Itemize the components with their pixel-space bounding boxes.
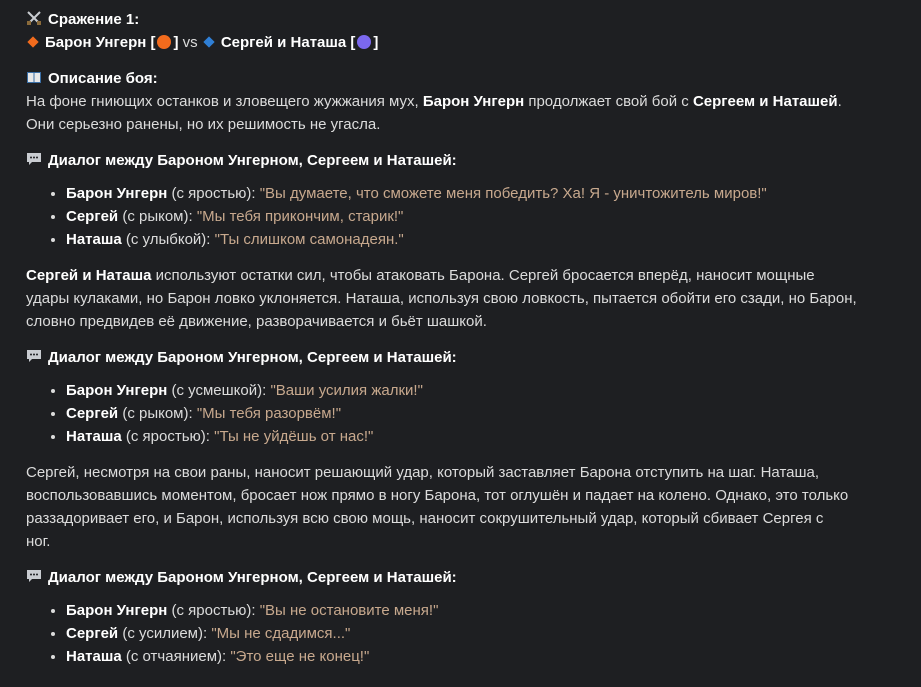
speech-bubble-icon (26, 348, 42, 364)
narration-line: ног. (26, 533, 51, 550)
speaker-name: Барон Унгерн (66, 382, 168, 399)
dialog-title: Диалог между Бароном Унгерном, Сергеем и Наташей: (48, 569, 457, 586)
dialog-line (66, 599, 916, 622)
dialog-line (66, 622, 916, 645)
orange-circle-icon (157, 35, 171, 49)
narration-line: словно предвидев её движение, разворачивается и бьёт шашкой. (26, 313, 487, 330)
speaker-manner: (с улыбкой): (121, 231, 215, 248)
narration-line: Сергей, несмотря на свои раны, наносит решающий удар, который заставляет Барона отступить на шаг. Наташа, (26, 464, 820, 481)
battle-title: Сражение 1: (48, 11, 140, 28)
dialog-line (66, 228, 916, 251)
purple-circle-icon (357, 35, 371, 49)
dialog-list (26, 379, 916, 448)
dialog-title-line (26, 566, 916, 589)
speaker-manner: (с яростью): (121, 428, 215, 445)
narration-paragraph (26, 461, 916, 553)
dialog-title-line (26, 149, 916, 172)
dialog-line (66, 425, 916, 448)
dialog-line (66, 182, 916, 205)
dialog-list (26, 182, 916, 251)
dialog-title: Диалог между Бароном Унгерном, Сергеем и Наташей: (48, 152, 457, 169)
speech-bubble-icon (26, 151, 42, 167)
speaker-manner: (с рыком): (118, 208, 197, 225)
crossed-swords-icon (26, 10, 42, 26)
narration-bold-names: Сергей и Наташа (26, 267, 152, 284)
dialog-quote: "Вы не остановите меня!" (259, 602, 439, 619)
speaker-name: Сергей (66, 625, 119, 642)
dialog-quote: "Мы не сдадимся..." (211, 625, 351, 642)
dialog-quote: "Ваши усилия жалки!" (270, 382, 423, 399)
fighters-line (26, 31, 916, 54)
speaker-name: Сергей (66, 405, 119, 422)
bracket-open: [ (150, 34, 156, 51)
dialog-quote: "Это еще не конец!" (230, 648, 370, 665)
bracket-close: ] (373, 34, 379, 51)
dialog-quote: "Мы тебя разорвём!" (196, 405, 342, 422)
description-text-line1 (26, 90, 916, 113)
description-text: На фоне гниющих останков и зловещего жужжания мух, (26, 93, 423, 110)
speaker-name: Барон Унгерн (66, 602, 168, 619)
dialog-title-line (26, 346, 916, 369)
description-title-line (26, 67, 916, 90)
dialog-line (66, 205, 916, 228)
dialog-title: Диалог между Бароном Унгерном, Сергеем и Наташей: (48, 349, 457, 366)
speaker-manner: (с усмешкой): (167, 382, 271, 399)
narration-paragraph (26, 264, 916, 333)
speaker-manner: (с усилием): (118, 625, 212, 642)
description-text: продолжает свой бой с (524, 93, 693, 110)
speaker-manner: (с яростью): (167, 602, 260, 619)
speaker-manner: (с яростью): (167, 185, 260, 202)
speaker-name: Барон Унгерн (66, 185, 168, 202)
dialog-line (66, 402, 916, 425)
dialog-quote: "Ты слишком самонадеян." (214, 231, 404, 248)
dialog-line (66, 379, 916, 402)
blue-diamond-icon (203, 36, 214, 47)
speaker-manner: (с рыком): (118, 405, 197, 422)
speaker-name: Сергей (66, 208, 119, 225)
fighter2-name: Сергей и Наташа (220, 34, 347, 51)
description-bold-name: Сергеем и Наташей (692, 93, 838, 110)
bracket-close: ] (173, 34, 179, 51)
narration-text: используют остатки сил, чтобы атаковать Барона. Сергей бросается вперёд, наносит мощные (151, 267, 815, 284)
dialog-line (66, 645, 916, 668)
narration-line (26, 264, 916, 287)
speaker-name: Наташа (66, 231, 122, 248)
speaker-manner: (с отчаянием): (121, 648, 231, 665)
speech-bubble-icon (26, 568, 42, 584)
dialog-list (26, 599, 916, 668)
vs-text: vs (182, 34, 198, 51)
speaker-name: Наташа (66, 428, 122, 445)
dialog-quote: "Мы тебя прикончим, старик!" (196, 208, 404, 225)
description-text: . (837, 93, 842, 110)
narration-line: воспользовавшись моментом, бросает нож прямо в ногу Барона, тот оглушён и падает на колено. Однако, это только (26, 487, 849, 504)
orange-diamond-icon (27, 36, 38, 47)
battle-title-line (26, 8, 916, 31)
description-text-line2: Они серьезно ранены, но их решимость не угасла. (26, 116, 381, 133)
dialog-quote: "Ты не уйдёшь от нас!" (214, 428, 374, 445)
bracket-open: [ (350, 34, 356, 51)
description-bold-name: Барон Унгерн (422, 93, 525, 110)
book-icon (26, 69, 42, 85)
speaker-name: Наташа (66, 648, 122, 665)
narration-line: удары кулаками, но Барон ловко уклоняется. Наташа, используя свою ловкость, пытается обойти его сзади, но Барон, (26, 290, 857, 307)
fighter1-name: Барон Унгерн (45, 34, 147, 51)
dialog-quote: "Вы думаете, что сможете меня победить? Ха! Я - уничтожитель миров!" (259, 185, 767, 202)
description-title: Описание боя: (48, 70, 158, 87)
narration-line: раззадоривает его, и Барон, используя всю свою мощь, наносит сокрушительный удар, который сбивает Сергея с (26, 510, 824, 527)
